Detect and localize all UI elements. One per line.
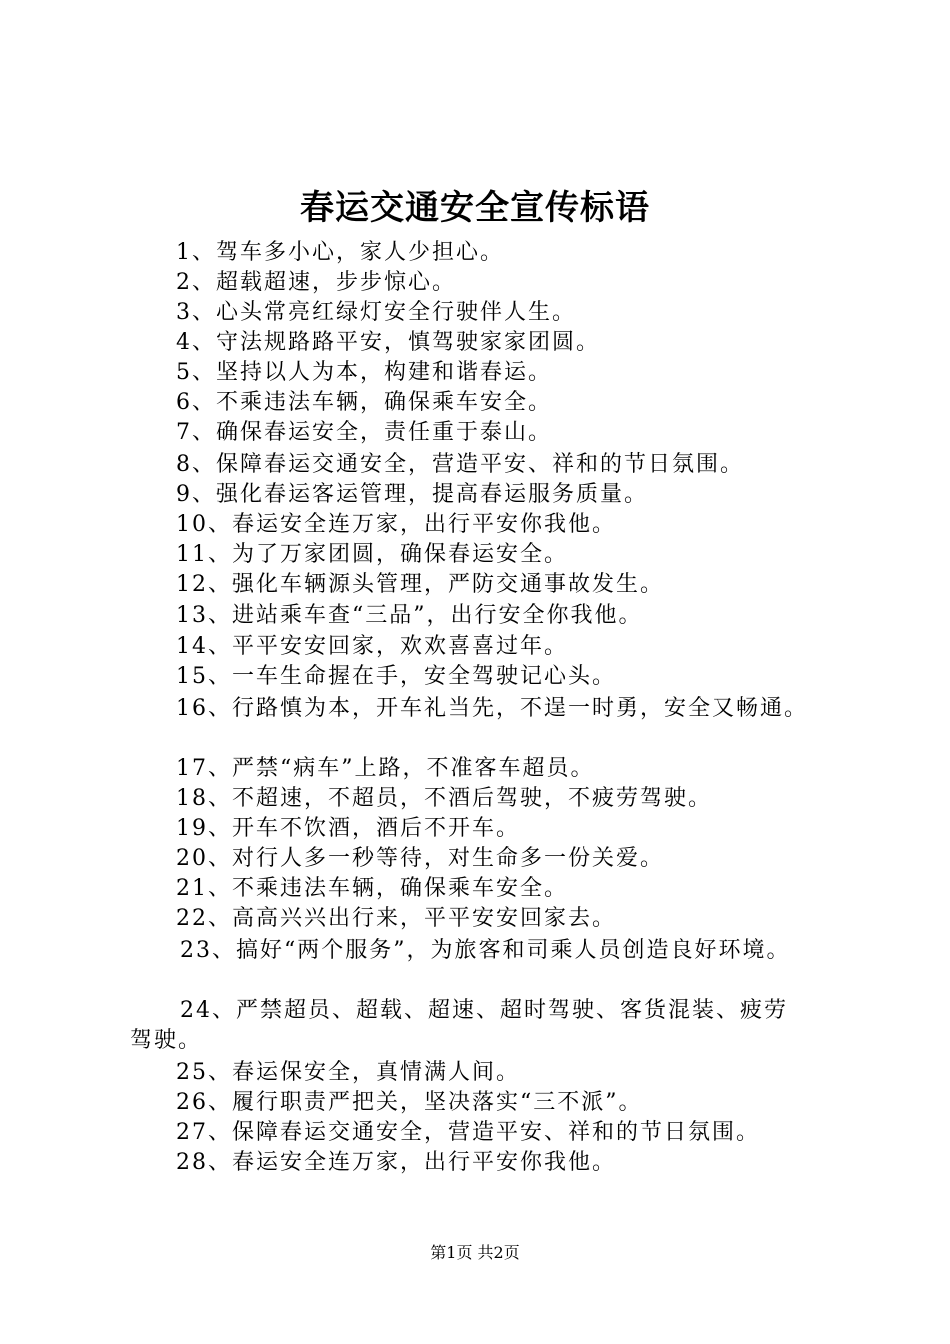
slogan-line: 27、保障春运交通安全，营造平安、祥和的节日氛围。 xyxy=(176,1120,760,1145)
slogan-line: 2、超载超速，步步惊心。 xyxy=(176,270,456,295)
slogan-line: 20、对行人多一秒等待，对生命多一份关爱。 xyxy=(176,846,664,871)
slogan-line: 14、平平安安回家，欢欢喜喜过年。 xyxy=(176,634,568,659)
slogan-line: 22、高高兴兴出行来，平平安安回家去。 xyxy=(176,906,616,931)
slogan-line: 6、不乘违法车辆，确保乘车安全。 xyxy=(176,390,552,415)
slogan-line: 1、驾车多小心，家人少担心。 xyxy=(176,240,504,265)
slogan-line: 25、春运保安全，真情满人间。 xyxy=(176,1060,520,1085)
slogan-line: 24、严禁超员、超载、超速、超时驾驶、客货混装、疲劳 xyxy=(180,998,788,1023)
slogan-line: 4、守法规路路平安，慎驾驶家家团圆。 xyxy=(176,330,600,355)
slogan-line: 21、不乘违法车辆，确保乘车安全。 xyxy=(176,876,568,901)
slogan-line: 26、履行职责严把关，坚决落实“三不派”。 xyxy=(176,1090,643,1115)
slogan-line: 16、行路慎为本，开车礼当先，不逞一时勇，安全又畅通。 xyxy=(176,696,808,721)
slogan-line: 18、不超速，不超员，不酒后驾驶，不疲劳驾驶。 xyxy=(176,786,712,811)
slogan-line: 19、开车不饮酒，酒后不开车。 xyxy=(176,816,520,841)
slogan-line: 23、搞好“两个服务”，为旅客和司乘人员创造良好环境。 xyxy=(180,938,791,963)
slogan-line: 3、心头常亮红绿灯安全行驶伴人生。 xyxy=(176,300,576,325)
slogan-line: 5、坚持以人为本，构建和谐春运。 xyxy=(176,360,552,385)
slogan-line: 13、进站乘车查“三品”，出行安全你我他。 xyxy=(176,603,643,628)
slogan-line: 15、一车生命握在手，安全驾驶记心头。 xyxy=(176,664,616,689)
slogan-line: 7、确保春运安全，责任重于泰山。 xyxy=(176,420,552,445)
slogan-line: 11、为了万家团圆，确保春运安全。 xyxy=(176,542,568,567)
slogan-line: 8、保障春运交通安全，营造平安、祥和的节日氛围。 xyxy=(176,452,744,477)
slogan-line: 9、强化春运客运管理，提高春运服务质量。 xyxy=(176,482,648,507)
slogan-line: 10、春运安全连万家，出行平安你我他。 xyxy=(176,512,616,537)
page-footer: 第1页 共2页 xyxy=(430,1243,520,1262)
slogan-line: 17、严禁“病车”上路，不准客车超员。 xyxy=(176,756,595,781)
page-title: 春运交通安全宣传标语 xyxy=(300,188,650,228)
slogan-line: 12、强化车辆源头管理，严防交通事故发生。 xyxy=(176,572,664,597)
slogan-line: 28、春运安全连万家，出行平安你我他。 xyxy=(176,1150,616,1175)
slogan-line-continued: 驾驶。 xyxy=(130,1028,203,1053)
